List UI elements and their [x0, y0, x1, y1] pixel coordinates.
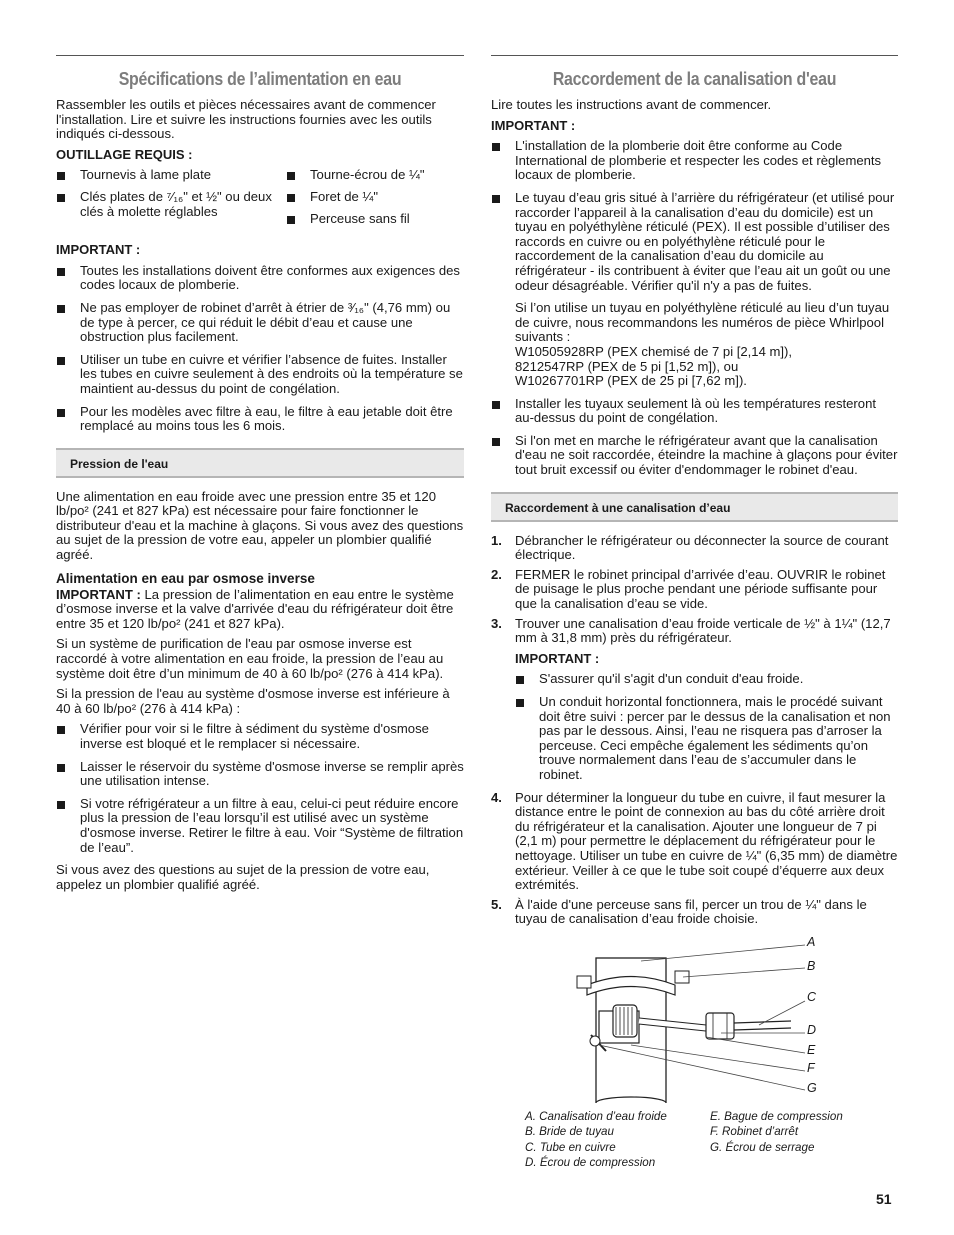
list-item: Clés plates de ⁷⁄₁₆" et ½" ou deux clés à molette réglables: [56, 190, 286, 219]
ro-paragraph-2: Si la pression de l'eau au système d'osmose inverse est inférieure à 40 à 60 lb/po² (276 à 414 kPa) :: [56, 686, 450, 716]
subsection-bar-connection: Raccordement à une canalisation d’eau: [491, 492, 898, 522]
figure-label: B: [807, 958, 816, 973]
list-item: Si l'on met en marche le réfrigérateur avant que la canalisation d'eau ne soit raccordée, éteindre la machine à glaçons pour éviter tout bruit excessif ou éviter d'endommager le robinet d'eau.: [491, 434, 898, 478]
step-number: 3.: [491, 615, 502, 631]
list-item: Si votre réfrigérateur a un filtre à eau, celui-ci peut réduire encore plus la pression de l’eau lorsqu’il est utilisé avec un système d'osmose inverse. Retirer le filtre à eau. Voir “Système de filtration de l’eau”.: [56, 797, 464, 855]
caption: G. Écrou de serrage: [710, 1140, 815, 1154]
tools-col-2: [286, 168, 464, 233]
closing-text: Si vous avez des questions au sujet de la pression de votre eau, appelez un plombier qualifié agréé.: [56, 862, 430, 892]
pex-paragraph: Le tuyau d’eau gris situé à l’arrière du réfrigérateur (et utilisé pour raccorder l’appareil à la canalisation d’eau du domicile) est un tuyau en polyéthylène réticulé (PEX). Il est possible d’utiliser des raccords en cuivre ou en polyéthylène réticulé pour le raccordement de la canalisation d’eau du domicile au réfrigérateur - ils contribuent à éviter que l’eau ait un goût ou une odeur désagréable. Vérifier qu'il n'y a pas de fuites.: [515, 189, 895, 293]
caption: B. Bride de tuyau: [525, 1125, 614, 1139]
step-number: 1.: [491, 532, 502, 548]
copper-tube-fill: [639, 1021, 706, 1028]
captions-col-1: [491, 1109, 710, 1171]
list-item: S'assurer qu'il s'agit d'un conduit d'eau froide.: [515, 672, 898, 687]
tools-list: [56, 168, 464, 239]
list-item: Tourne-écrou de ¼": [286, 168, 464, 183]
pex-part: W10267701RP (PEX de 25 pi [7,62 m]).: [515, 373, 747, 389]
list-item: Foret de ¼": [286, 190, 464, 205]
step-item: [491, 568, 898, 612]
step-text: Trouver une canalisation d’eau froide verticale de ½" à 1¼" (12,7 mm à 31,8 mm) près du réfrigérateur.: [515, 615, 891, 646]
step-number: 5.: [491, 896, 502, 912]
page-number: 51: [876, 1191, 892, 1207]
figure-label: C: [807, 989, 817, 1004]
list-item: Installer les tuyaux seulement là où les températures resteront au-dessus du point de congélation.: [491, 397, 898, 426]
figure-label: D: [807, 1022, 817, 1037]
pipe-clamp: [587, 976, 675, 995]
figure-label: E: [807, 1042, 816, 1057]
shutoff-valve-diagram: [491, 933, 898, 1103]
important-label: IMPORTANT :: [491, 117, 576, 133]
captions-col-2: [710, 1109, 890, 1171]
subsection-bar-pressure: Pression de l'eau: [56, 448, 464, 478]
steps-list: [491, 534, 898, 927]
clamp-bolt-left: [577, 976, 591, 988]
top-rule: [56, 55, 464, 56]
section-title-water-connection: Raccordement de la canalisation d'eau: [552, 68, 837, 89]
list-item: Utiliser un tube en cuivre et vérifier l’absence de fuites. Installer les tubes en cuivre seulement à des endroits où la température se maintient au-dessus du point de congélation.: [56, 353, 464, 397]
valve-illustration: [491, 933, 898, 1103]
pex-part: W10505928RP (PEX chemisé de 7 pi [2,14 m]),: [515, 343, 793, 359]
step-number: 4.: [491, 789, 502, 805]
pex-part: 8212547RP (PEX de 5 pi [1,52 m]), ou: [515, 358, 739, 374]
ro-important: [56, 588, 464, 632]
figure-label: G: [807, 1080, 817, 1095]
step-item: [491, 534, 898, 563]
step-text: Débrancher le réfrigérateur ou déconnecter la source de courant électrique.: [515, 532, 889, 563]
ro-important-text: La pression de l’alimentation en eau entre le système d’osmose inverse et la valve d'arrivée d'eau du réfrigérateur doit être entre 35 et 120 lb/po² (241 et 827 kPa).: [56, 586, 454, 631]
ro-important-label: IMPORTANT :: [56, 586, 141, 602]
caption: A. Canalisation d’eau froide: [525, 1109, 667, 1123]
caption: D. Écrou de compression: [525, 1156, 656, 1170]
important-list: [56, 264, 464, 434]
step-text: Pour déterminer la longueur du tube en cuivre, il faut mesurer la distance entre le point de connexion au bas du côté arrière droit du réfrigérateur et la canalisation. Ajouter une longueur de 7 pi (2,1 m) pour permettre le déplacement du réfrigérateur pour le nettoyage. Utiliser un tube en cuivre de ¼" (6,35 mm) de diamètre extérieur. Veiller à ce que le tube soit coupé d’équerre aux deux extrémités.: [515, 789, 898, 893]
list-item: L'installation de la plomberie doit être conforme au Code International de plomberie et respecter les codes et règlements locaux de plomberie.: [491, 139, 898, 183]
compression-nut: [706, 1013, 734, 1039]
list-item: Ne pas employer de robinet d’arrêt à étrier de ³⁄₁₆" (4,76 mm) ou de type à percer, ce qui réduit le débit d’eau et cause une obstruction plus facilement.: [56, 301, 464, 345]
figure-captions: [491, 1109, 898, 1171]
list-item: Toutes les installations doivent être conformes aux exigences des codes locaux de plomberie.: [56, 264, 464, 293]
figure-label: F: [807, 1060, 815, 1075]
list-item: Perceuse sans fil: [286, 212, 464, 227]
right-column: [491, 55, 898, 1171]
ro-list: [56, 722, 464, 855]
valve-knob: [590, 1036, 600, 1046]
section-title-water-supply: Spécifications de l’alimentation en eau: [118, 68, 402, 89]
list-item: [491, 191, 898, 389]
step-item: [491, 898, 898, 927]
caption: C. Tube en cuivre: [525, 1140, 616, 1154]
left-column: [56, 55, 464, 898]
step3-important-label: IMPORTANT :: [515, 650, 600, 666]
packing-nut: [613, 1005, 637, 1037]
intro-text: Lire toutes les instructions avant de commencer.: [491, 97, 772, 112]
top-rule: [491, 55, 898, 56]
tools-label: OUTILLAGE REQUIS :: [56, 146, 193, 162]
list-item: Tournevis à lame plate: [56, 168, 286, 183]
pressure-text: Une alimentation en eau froide avec une pression entre 35 et 120 lb/po² (241 et 827 kPa) est nécessaire pour faire fonctionner le distributeur d'eau et la machine à glaçons. Si vous avez des questions au sujet de la pression de votre eau, appeler un plombier qualifié agréé.: [56, 488, 464, 563]
list-item: Vérifier pour voir si le filtre à sédiment du système d'osmose inverse est bloqué et le remplacer si nécessaire.: [56, 722, 464, 751]
step-item: [491, 617, 898, 783]
important-list: [491, 139, 898, 477]
tools-col-1: [56, 168, 286, 233]
caption: E. Bague de compression: [710, 1109, 843, 1123]
step-text: À l'aide d'une perceuse sans fil, percer un trou de ¼" dans le tuyau de canalisation d’eau froide choisie.: [515, 896, 867, 927]
step3-list: [515, 672, 898, 782]
pex-note-text: Si l’on utilise un tuyau en polyéthylène réticulé au lieu d’un tuyau de cuivre, nous recommandons les numéros de pièce Whirlpool suivants :: [515, 300, 890, 345]
ro-paragraph-1: Si un système de purification de l'eau par osmose inverse est raccordé à votre alimentation en eau froide, la pression de l’eau au système doit être d’un minimum de 40 à 60 lb/po² (276 à 414 kPa).: [56, 636, 444, 681]
list-item: Laisser le réservoir du système d'osmose inverse se remplir après une utilisation intense.: [56, 760, 464, 789]
intro-text: Rassembler les outils et pièces nécessaires avant de commencer l'installation. Lire et suivre les instructions fournies avec les outils indiqués ci-dessous.: [56, 97, 436, 142]
figure-label: A: [807, 934, 816, 949]
pipe-bottom: [596, 1097, 666, 1103]
list-item: Pour les modèles avec filtre à eau, le filtre à eau jetable doit être remplacé au moins tous les 6 mois.: [56, 405, 464, 434]
tube-outlet: [734, 1021, 791, 1030]
step-text: FERMER le robinet principal d’arrivée d’eau. OUVRIR le robinet de puisage le plus proche pendant une période suffisante pour que la canalisation d’eau se vide.: [515, 566, 886, 612]
pex-note: [515, 301, 898, 389]
list-item: Un conduit horizontal fonctionnera, mais le procédé suivant doit être suivi : percer par le dessus de la canalisation et non pas par le dessous. Ainsi, l’eau ne risquera pas d’arroser la perceuse. Ceci empêche également les sédiments qu’on trouve normalement dans l’eau de s’accumuler dans le robinet.: [515, 695, 898, 783]
important-label: IMPORTANT :: [56, 242, 141, 258]
ro-title: Alimentation en eau par osmose inverse: [56, 570, 315, 586]
step-item: [491, 791, 898, 893]
caption: F. Robinet d’arrêt: [710, 1125, 799, 1139]
step-number: 2.: [491, 566, 502, 582]
